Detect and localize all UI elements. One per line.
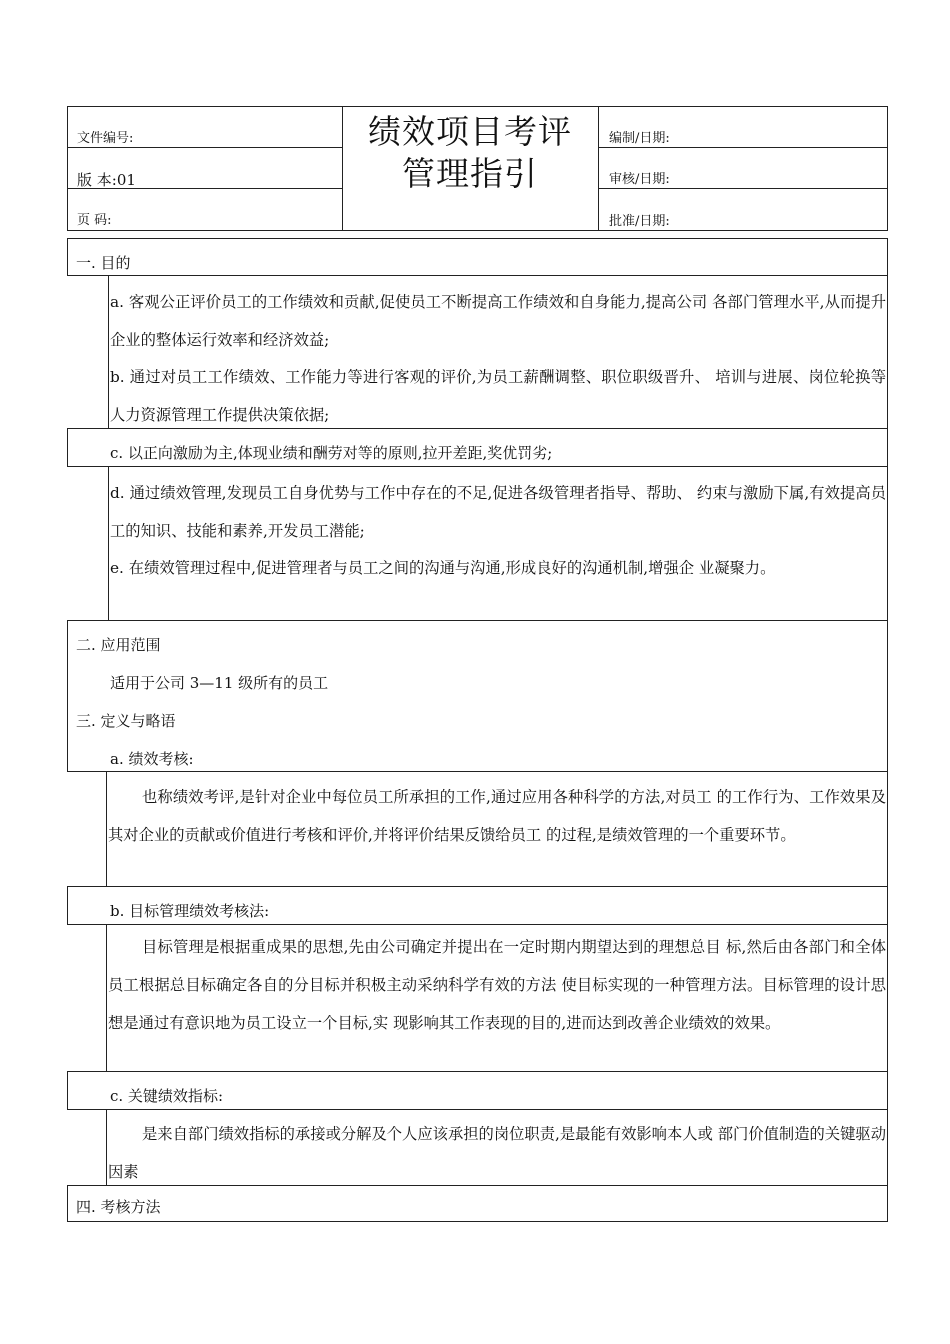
definition-c-heading: c. 关键绩效指标:	[110, 1087, 223, 1105]
purpose-item-a: a. 客观公正评价员工的工作绩效和贡献,促使员工不断提高工作绩效和自身能力,提高公司 各部门管理水平,从而提升企业的整体运行效率和经济效益;	[110, 293, 886, 349]
purpose-item-c: c. 以正向激励为主,体现业绩和酬劳对等的原则,拉开差距,奖优罚劣;	[110, 444, 553, 462]
definition-b-text: 目标管理是根据重成果的思想,先由公司确定并提出在一定时期内期望达到的理想总目 标,然后由各部门和全体员工根据总目标确定各自的分目标并积极主动采纳科学有效的方法 使目标实现的一种管理方法。目标管理的设计思想是通过有意识地为员工设立一个目标,实 现影响其工作表现的目的,进而达到改善企业绩效的效果。	[108, 938, 886, 1032]
page-number-label: 页 码:	[77, 213, 112, 228]
purpose-item-d: d. 通过绩效管理,发现员工自身优势与工作中存在的不足,促进各级管理者指导、帮助、 约束与激励下属,有效提高员工的知识、技能和素养,开发员工潜能;	[110, 484, 886, 540]
definition-c-text: 是来自部门绩效指标的承接或分解及个人应该承担的岗位职责,是最能有效影响本人或 部门价值制造的关键驱动因素	[108, 1125, 886, 1181]
purpose-item-e: e. 在绩效管理过程中,促进管理者与员工之间的沟通与沟通,形成良好的沟通机制,增强企 业凝聚力。	[110, 559, 776, 577]
section1-heading: 一. 目的	[76, 254, 131, 272]
approver-date-label: 批准/日期:	[609, 214, 670, 229]
definition-a-heading: a. 绩效考核:	[110, 750, 194, 768]
document-title-line1: 绩效项目考评	[368, 112, 572, 151]
definition-b-heading: b. 目标管理绩效考核法:	[110, 902, 270, 920]
section4-heading: 四. 考核方法	[76, 1198, 161, 1216]
document-title-line2: 管理指引	[402, 154, 538, 193]
doc-number-label: 文件编号:	[77, 131, 134, 146]
reviewer-date-label: 审核/日期:	[609, 172, 670, 187]
section2-heading: 二. 应用范围	[76, 636, 161, 654]
editor-date-label: 编制/日期:	[609, 131, 670, 146]
scope-text: 适用于公司 3—11 级所有的员工	[110, 674, 329, 692]
version-label: 版 本:01	[77, 171, 136, 189]
purpose-item-b: b. 通过对员工工作绩效、工作能力等进行客观的评价,为员工薪酬调整、职位职级晋升、 培训与进展、岗位轮换等人力资源管理工作提供决策依据;	[110, 368, 886, 424]
section3-heading: 三. 定义与略语	[76, 712, 176, 730]
definition-a-text: 也称绩效考评,是针对企业中每位员工所承担的工作,通过应用各种科学的方法,对员工 的工作行为、工作效果及其对企业的贡献或价值进行考核和评价,并将评价结果反馈给员工 的过程,是绩效管理的一个重要环节。	[108, 788, 886, 844]
